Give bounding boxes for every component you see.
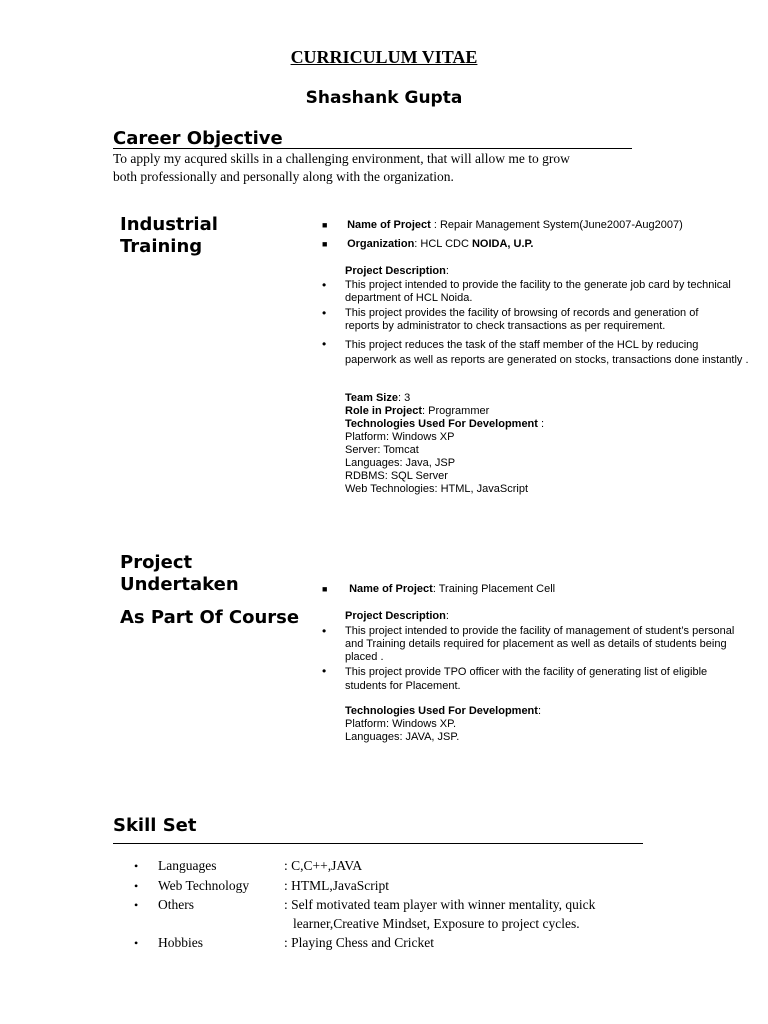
technologies-colon: :: [537, 705, 542, 717]
role-value: : Programmer: [422, 405, 490, 417]
it-organization-value: : HCL CDC: [414, 238, 472, 250]
pu-project-name-row: [322, 583, 555, 596]
it-description-label: Project Description: [345, 265, 446, 277]
pu-project-name-value: : Training Placement Cell: [432, 583, 556, 595]
it-description-2-line-2: reports by administrator to check transactions as per requirement.: [345, 320, 666, 332]
team-size-label: Team Size: [345, 392, 398, 404]
it-description-item-2: [322, 306, 699, 332]
it-organization-row: [322, 238, 533, 251]
career-objective-line-2: both professionally and personally along with the organization.: [113, 169, 454, 184]
skill-label: Web Technology: [158, 878, 250, 893]
it-team-size: [345, 392, 544, 405]
technologies-label: Technologies Used For Development: [345, 705, 538, 717]
pu-description-item-2: [322, 664, 708, 692]
pu-description-1-line-1: This project intended to provide the facility of management of student’s personal: [345, 625, 735, 637]
it-web-technologies: Web Technologies: HTML, JavaScript: [345, 483, 529, 495]
pu-description-1-line-2: and Training details required for placement as well as details of students being: [345, 638, 727, 650]
it-description-colon: :: [445, 265, 449, 277]
pu-description-colon: :: [445, 610, 449, 622]
it-description-1-line-2: department of HCL Noida.: [345, 292, 473, 304]
skill-value: : HTML,JavaScript: [284, 878, 389, 893]
it-platform: Platform: Windows XP: [345, 431, 455, 443]
bullet-icon: •: [322, 278, 327, 292]
it-description-3-line-1: This project reduces the task of the staff member of the HCL by reducing: [345, 339, 699, 351]
skill-value-continued: learner,Creative Mindset, Exposure to project cycles.: [293, 916, 580, 931]
bullet-icon: •: [322, 624, 327, 638]
it-server: Server: Tomcat: [345, 444, 419, 456]
technologies-colon: :: [537, 418, 545, 430]
square-bullet-icon: ■: [322, 239, 328, 249]
skill-label: Languages: [158, 858, 217, 873]
square-bullet-icon: ■: [322, 220, 328, 230]
bullet-icon: •: [134, 936, 139, 950]
skill-item: [134, 857, 363, 875]
pu-description-label: Project Description: [345, 610, 446, 622]
project-undertaken-heading-line-2: Undertaken: [120, 574, 239, 595]
pu-description-1-line-3: placed .: [345, 651, 384, 663]
skill-item: [134, 934, 434, 952]
it-description-1-line-1: This project intended to provide the facility to the generate job card by technical: [345, 279, 731, 291]
pu-description-2-line-2: students for Placement.: [345, 680, 461, 692]
skill-set-rule: [113, 843, 643, 844]
project-undertaken-heading: [120, 552, 239, 596]
it-rdbms: RDBMS: SQL Server: [345, 470, 448, 482]
pu-description-2-line-1: This project provide TPO officer with the facility of generating list of eligible: [345, 666, 708, 678]
it-technologies-heading: [345, 418, 544, 431]
industrial-training-heading: [120, 214, 218, 258]
skill-item: [134, 896, 596, 931]
pu-platform: Platform: Windows XP.: [345, 718, 457, 730]
it-organization-label: Organization: [347, 238, 415, 250]
bullet-icon: •: [322, 664, 327, 678]
it-description-3-line-2: paperwork as well as reports are generated on stocks, transactions done instantly .: [345, 354, 749, 366]
document-title: CURRICULUM VITAE: [290, 47, 478, 67]
it-description-heading: [345, 265, 449, 278]
it-details-block: [345, 392, 544, 496]
industrial-training-heading-line-2: Training: [120, 236, 203, 257]
skill-label: Others: [158, 897, 194, 912]
it-role: [345, 405, 544, 418]
bullet-icon: •: [134, 859, 139, 873]
skill-value: : Self motivated team player with winner mentality, quick: [284, 897, 596, 912]
bullet-icon: •: [322, 306, 327, 320]
skill-value: : Playing Chess and Cricket: [284, 935, 434, 950]
career-objective-rule: [113, 148, 632, 149]
bullet-icon: •: [134, 898, 139, 912]
it-description-item-1: [322, 278, 731, 304]
it-organization-location: NOIDA, U.P.: [471, 238, 534, 250]
pu-technologies-heading: [345, 705, 541, 718]
skill-set-heading: Skill Set: [113, 815, 197, 836]
project-undertaken-heading-line-1: Project: [120, 552, 193, 573]
skill-value: : C,C++,JAVA: [284, 858, 363, 873]
it-project-name-label: Name of Project: [347, 219, 431, 231]
it-project-name-row: [322, 219, 683, 232]
it-languages: Languages: Java, JSP: [345, 457, 456, 469]
project-undertaken-heading-line-3: As Part Of Course: [120, 607, 300, 628]
role-label: Role in Project: [345, 405, 423, 417]
pu-description-heading: [345, 610, 449, 623]
bullet-icon: •: [134, 879, 139, 893]
pu-description-item-1: [322, 624, 735, 663]
pu-details-block: [345, 705, 541, 744]
career-objective-heading: Career Objective: [113, 128, 283, 149]
it-description-item-3: [322, 337, 749, 366]
skill-item: [134, 877, 389, 895]
bullet-icon: •: [322, 337, 327, 351]
pu-project-name-label: Name of Project: [349, 583, 433, 595]
it-description-2-line-1: This project provides the facility of browsing of records and generation of: [345, 307, 699, 319]
career-objective-line-1: To apply my acqured skills in a challenging environment, that will allow me to grow: [113, 151, 570, 166]
technologies-label: Technologies Used For Development: [345, 418, 538, 430]
industrial-training-heading-line-1: Industrial: [120, 214, 218, 235]
it-project-name-value: : Repair Management System(June2007-Aug2007): [430, 219, 683, 231]
skill-label: Hobbies: [158, 935, 203, 950]
candidate-name: Shashank Gupta: [305, 88, 463, 108]
pu-languages: Languages: JAVA, JSP.: [345, 731, 460, 743]
square-bullet-icon: ■: [322, 584, 328, 594]
team-size-value: : 3: [398, 392, 411, 404]
